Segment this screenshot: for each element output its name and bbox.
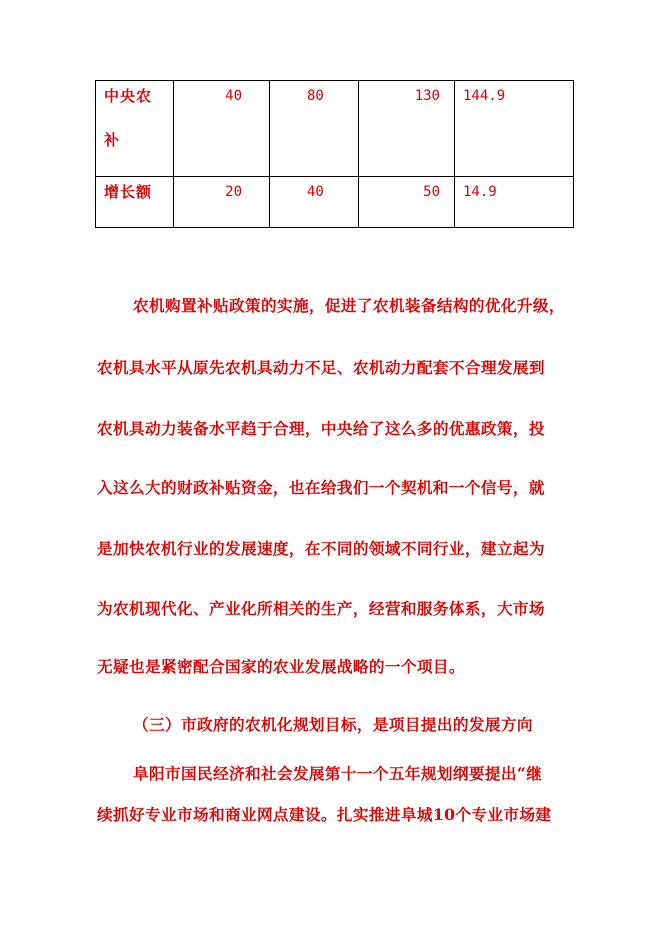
table-cell: 40: [174, 81, 270, 177]
text-line: 入这么大的财政补贴资金，也在给我们一个契机和一个信号，就: [97, 478, 545, 497]
text-line: 农机购置补贴政策的实施，促进了农机装备结构的优化升级，: [133, 296, 565, 315]
table-cell: 80: [270, 81, 359, 177]
text-line: 阜阳市国民经济和社会发展第十一个五年规划纲要提出“继: [133, 764, 543, 783]
text-line: 农机具水平从原先农机具动力不足、农机动力配套不合理发展到: [97, 358, 545, 377]
row-label-cell: [96, 81, 174, 177]
row-label-line: 中央农: [104, 87, 153, 105]
text-line: 续抓好专业市场和商业网点建设。扎实推进阜城10个专业市场建: [97, 805, 552, 824]
table-cell: 40: [270, 177, 359, 228]
row-label-line: 增长额: [104, 183, 153, 201]
text-line: 无疑也是紧密配合国家的农业发展战略的一个项目。: [97, 657, 465, 676]
text-line: 为农机现代化、产业化所相关的生产，经营和服务体系，大市场: [97, 599, 545, 618]
table-row: [96, 177, 574, 228]
table-cell: 50: [359, 177, 455, 228]
table-row: [96, 81, 574, 177]
section-heading: （三）市政府的农机化规划目标，是项目提出的发展方向: [133, 715, 533, 734]
table-cell: 20: [174, 177, 270, 228]
table-cell: 14.9: [455, 177, 574, 228]
table-cell: 130: [359, 81, 455, 177]
table-cell: 144.9: [455, 81, 574, 177]
text-line: 是加快农机行业的发展速度，在不同的领域不同行业，建立起为: [97, 539, 545, 558]
text-line: 农机具动力装备水平趋于合理，中央给了这么多的优惠政策，投: [97, 419, 545, 438]
subsidy-table: [95, 80, 574, 228]
row-label-line: 补: [104, 131, 121, 149]
row-label-cell: [96, 177, 174, 228]
